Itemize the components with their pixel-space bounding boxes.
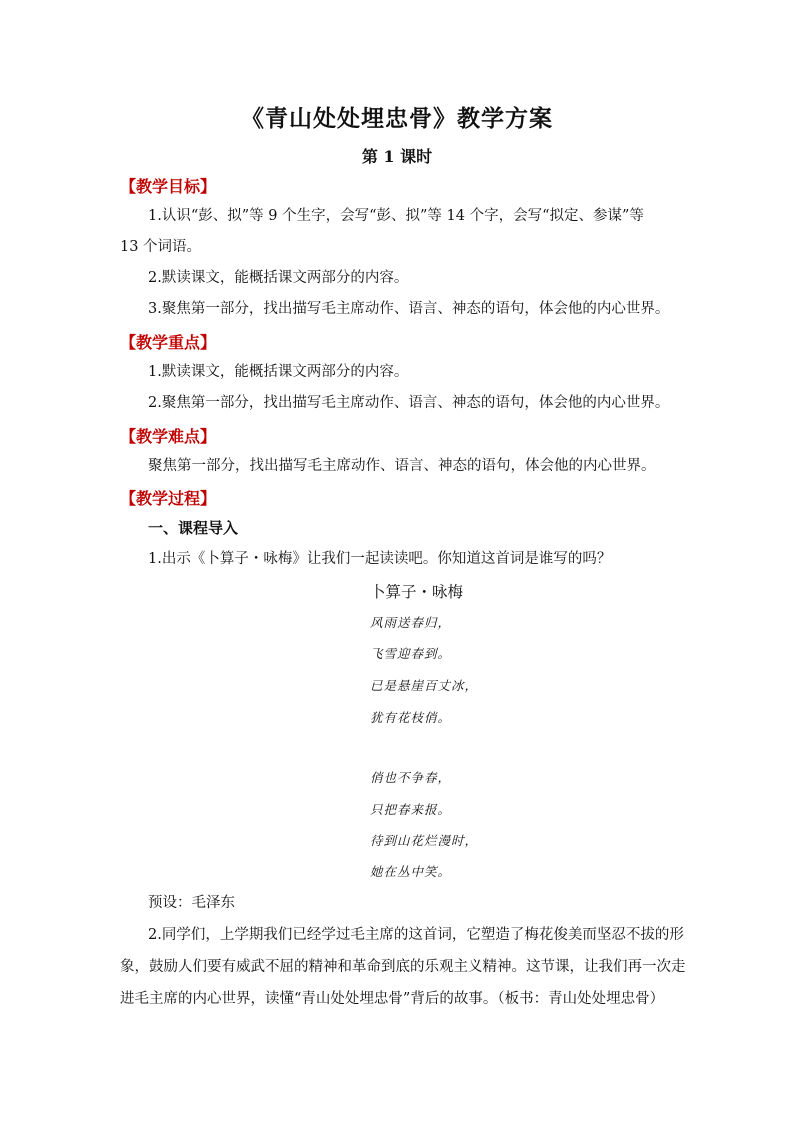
document-title: 《青山处处埋忠骨》教学方案 xyxy=(241,105,553,132)
objective-item-1-continued: 13 个词语。 xyxy=(120,239,202,255)
process-step-2-continued: 进毛主席的内心世界，读懂“青山处处埋忠骨”背后的故事。（板书：青山处处埋忠骨） xyxy=(120,991,665,1007)
objectives-heading: 【教学目标】 xyxy=(120,177,217,196)
poem-line: 犹有花枝俏。 xyxy=(370,710,452,725)
preset-answer: 预设：毛泽东 xyxy=(148,895,235,911)
poem-line: 风雨送春归， xyxy=(370,615,452,630)
difficulty-text: 聚焦第一部分，找出描写毛主席动作、语言、神态的语句，体会他的内心世界。 xyxy=(148,458,656,474)
lesson-subtitle: 第 1 课时 xyxy=(361,147,433,166)
objective-item-2: 2.默读课文，能概括课文两部分的内容。 xyxy=(148,270,409,286)
objective-item-1: 1.认识“彭、拟”等 9 个生字，会写“彭、拟”等 14 个字，会写“拟定、参谋”等 xyxy=(148,208,644,224)
objective-item-3: 3.聚焦第一部分，找出描写毛主席动作、语言、神态的语句，体会他的内心世界。 xyxy=(148,301,670,317)
process-heading: 【教学过程】 xyxy=(120,489,217,508)
process-step-1: 1.出示《卜算子・咏梅》让我们一起读读吧。你知道这首词是谁写的吗？ xyxy=(148,551,612,567)
key-points-heading: 【教学重点】 xyxy=(120,333,217,352)
poem-line: 只把春来报。 xyxy=(370,802,452,817)
poem-line: 已是悬崖百丈冰， xyxy=(370,678,479,693)
poem-line: 飞雪迎春到。 xyxy=(370,646,452,661)
key-point-item-2: 2.聚焦第一部分，找出描写毛主席动作、语言、神态的语句，体会他的内心世界。 xyxy=(148,395,670,411)
poem-line: 俏也不争春， xyxy=(370,770,452,785)
poem-title: 卜算子・咏梅 xyxy=(370,583,464,601)
poem-line: 她在丛中笑。 xyxy=(370,864,452,879)
section-intro-heading: 一、课程导入 xyxy=(148,519,239,537)
poem-line: 待到山花烂漫时， xyxy=(370,833,479,848)
process-step-2-continued: 象，鼓励人们要有威武不屈的精神和革命到底的乐观主义精神。这节课，让我们再一次走 xyxy=(120,959,686,975)
difficulties-heading: 【教学难点】 xyxy=(120,427,217,446)
key-point-item-1: 1.默读课文，能概括课文两部分的内容。 xyxy=(148,364,409,380)
process-step-2: 2.同学们，上学期我们已经学过毛主席的这首词，它塑造了梅花俊美而坚忍不拔的形 xyxy=(148,927,684,943)
